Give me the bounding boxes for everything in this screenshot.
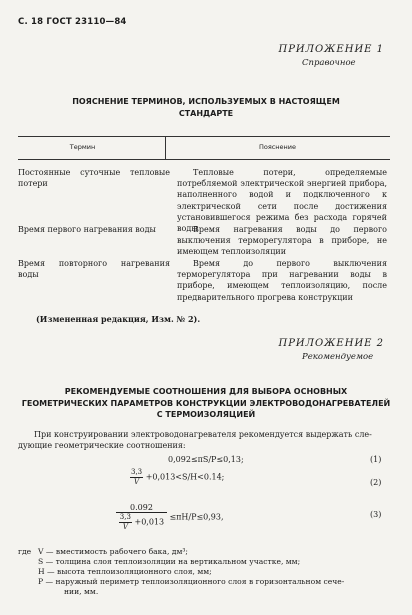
formula-3-numerator: 0.092 xyxy=(116,503,167,513)
legend-item-h: H — высота теплоизоляционного слоя, мм; xyxy=(38,567,212,576)
formula-2 xyxy=(130,468,224,487)
formula-3-denominator-rest: +0,013 xyxy=(134,517,165,527)
title1-line2: СТАНДАРТЕ xyxy=(178,108,234,118)
table-header-rule xyxy=(18,159,390,160)
title2-line1: РЕКОМЕНДУЕМЫЕ СООТНОШЕНИЯ ДЛЯ ВЫБОРА ОСНОВНЫХ xyxy=(64,387,348,396)
title1-line1: ПОЯСНЕНИЕ ТЕРМИНОВ, ИСПОЛЬЗУЕМЫХ В НАСТОЯЩЕМ xyxy=(72,97,340,106)
formula-3-inner-fraction xyxy=(119,513,132,532)
title2-line2: ГЕОМЕТРИЧЕСКИХ ПАРАМЕТРОВ КОНСТРУКЦИИ ЭЛЕКТРОВОДОНАГРЕВАТЕЛЕЙ xyxy=(21,398,391,408)
table-top-rule xyxy=(18,136,390,137)
formula-2-rest: +0,013<S/H<0.14; xyxy=(145,472,225,482)
table-header-term: Термин xyxy=(69,143,96,151)
table-row-2-term: Время первого нагревания воды xyxy=(18,225,156,234)
intro-line1: При конструировании электроводонагревателя рекомендуется выдержать сле- xyxy=(34,430,372,439)
appendix2-type: Рекомендуемое xyxy=(302,352,374,362)
legend-item-p: P — наружный периметр теплоизоляционного слоя в горизонтальном сече- xyxy=(38,577,345,586)
formula-2-fraction xyxy=(130,468,143,487)
title2-line3: С ТЕРМОИЗОЛЯЦИЕЙ xyxy=(156,410,256,419)
formula-2-numerator: 3,3 xyxy=(131,468,143,476)
title2 xyxy=(0,386,412,421)
appendix2-label: ПРИЛОЖЕНИЕ 2 xyxy=(278,338,384,349)
appendix1-label: ПРИЛОЖЕНИЕ 1 xyxy=(278,44,384,55)
table-row-3-explanation: Время до первого выключения терморегулятора при нагревании воды в приборе, имеющем теплоизоляцию, после предварительного прогрева конструкции xyxy=(177,259,387,302)
title1 xyxy=(0,96,412,119)
table-row-1-term: Постоянные суточные тепловые потери xyxy=(18,168,170,189)
formula-3-inner-denominator: V xyxy=(122,523,128,531)
amendment-note: (Измененная редакция, Изм. № 2). xyxy=(36,314,201,324)
table-row-2-explanation: Время нагревания воды до первого выключения терморегулятора в приборе, не имеющем теплоизоляции xyxy=(177,225,387,257)
legend-item-s: S — толщина слоя теплоизоляции на вертикальном участке, мм; xyxy=(38,557,301,566)
formula-3 xyxy=(116,503,224,532)
formula-3-fraction xyxy=(116,503,167,532)
formula-3-rest: ≤πH/P≤0,93, xyxy=(169,512,224,522)
formula-1-number: (1) xyxy=(370,455,382,464)
table-row-3-term: Время повторного нагревания воды xyxy=(18,259,170,280)
formula-3-number: (3) xyxy=(370,510,382,519)
page-header: С. 18 ГОСТ 23110—84 xyxy=(18,17,127,27)
legend-item-p-continued: нии, мм. xyxy=(64,587,99,596)
formula-3-inner-numerator: 3,3 xyxy=(119,513,131,521)
table-header-explanation: Пояснение xyxy=(258,143,297,151)
formula-3-denominator xyxy=(119,513,164,532)
formula-2-denominator: V xyxy=(134,478,140,486)
appendix1-type: Справочное xyxy=(302,58,356,68)
legend-where: где xyxy=(18,547,32,556)
legend-item-v: V — вместимость рабочего бака, дм³; xyxy=(38,547,188,556)
intro-line2: дующие геометрические соотношения: xyxy=(18,441,186,450)
formula-1: 0,092≤πS/P≤0,13; xyxy=(168,455,244,464)
table-row-1-explanation: Тепловые потери, определяемые потребляемой электрической энергией прибора, наполненного водой и подключенного к электрической сети после достижения установившегося режима без расхода горячей воды xyxy=(177,168,387,234)
formula-2-number: (2) xyxy=(370,478,382,487)
